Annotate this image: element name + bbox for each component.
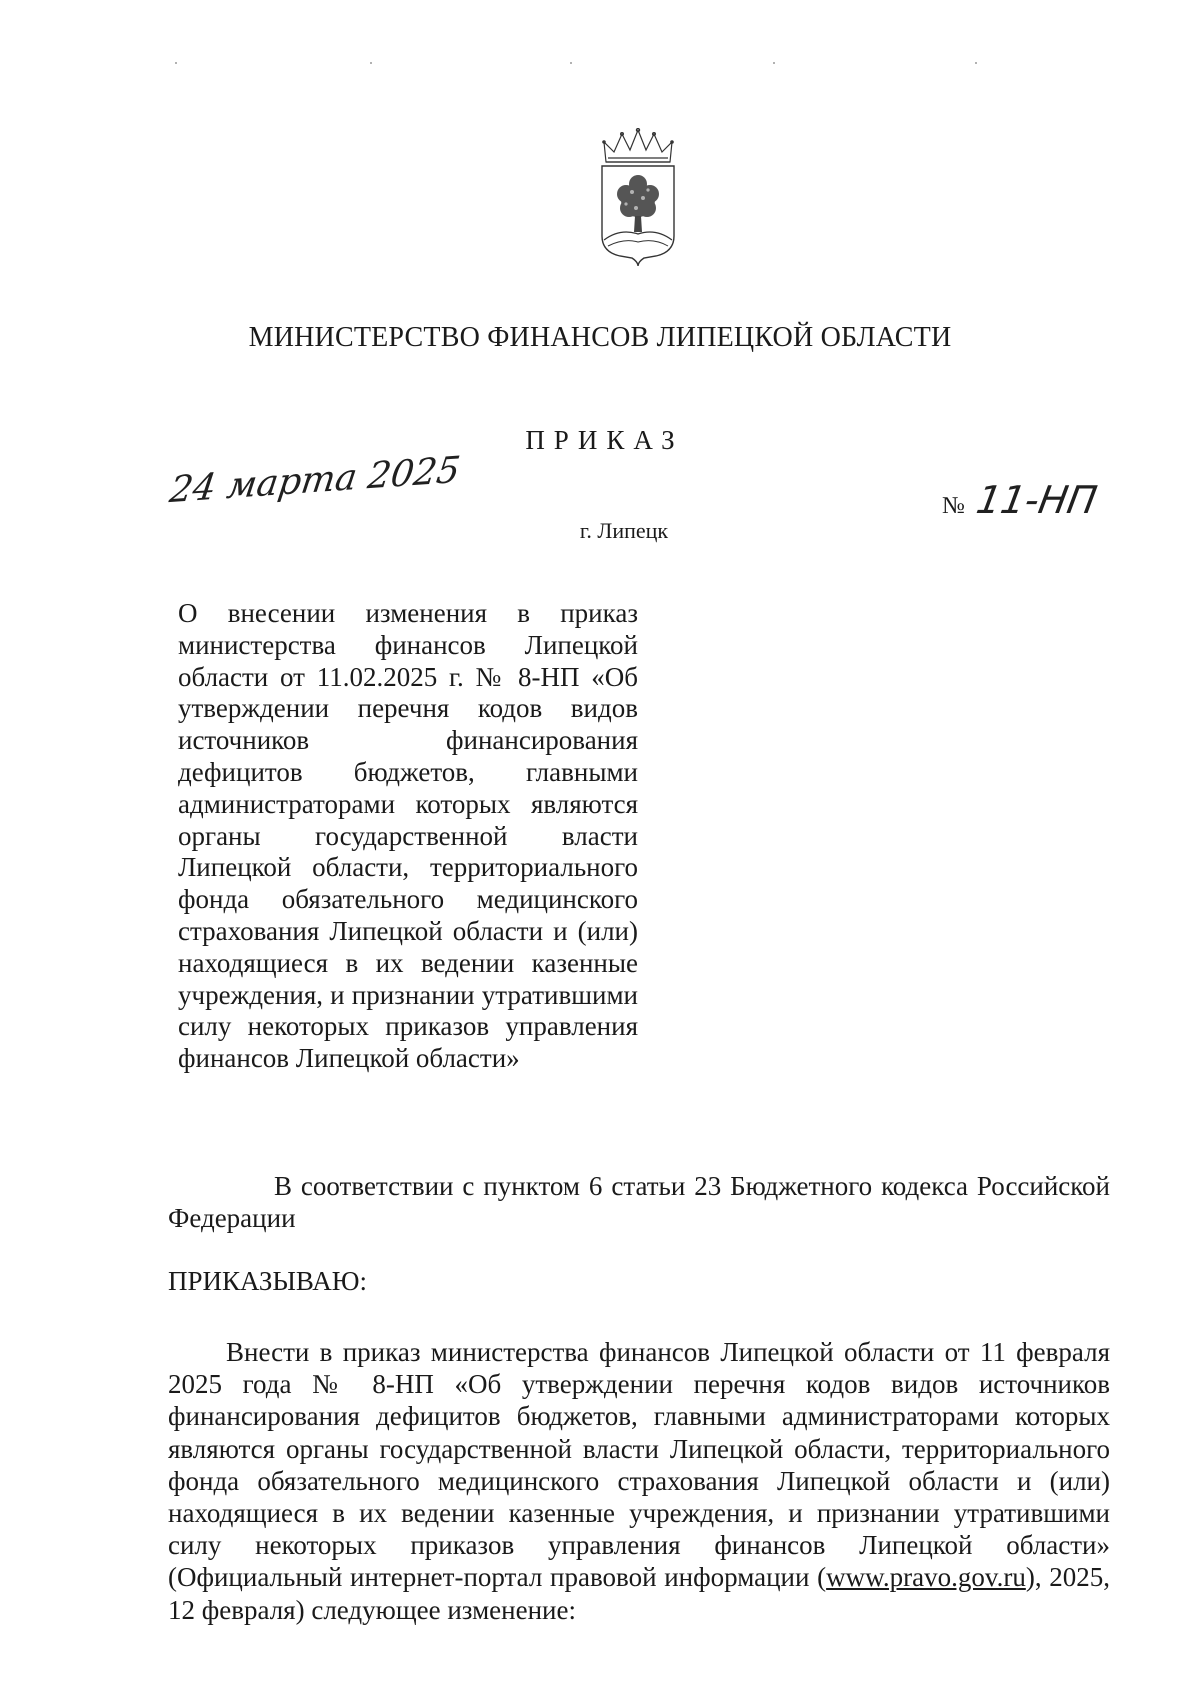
order-directive: ПРИКАЗЫВАЮ: — [168, 1266, 367, 1296]
handwritten-number: 11-НП — [973, 478, 1101, 522]
city-label: г. Липецк — [579, 518, 669, 543]
scan-artifact — [570, 62, 572, 64]
coat-of-arms-emblem — [598, 128, 678, 268]
scan-artifact — [370, 62, 372, 64]
order-body-paragraph — [168, 1336, 1110, 1626]
number-sign: № — [942, 493, 965, 519]
body-text-part1: Внести в приказ министерства финансов Липецкой области от 11 февраля 2025 года № 8-НП «Об утверждении перечня кодов видов источников финансирования дефицитов бюджетов, главными администраторами которых являются органы государственной власти Липецкой области, территориального фонда обязательного медицинского страхования Липецкой области и (или) находящиеся в их ведении казенные учреждения, и признании утратившими силу некоторых приказов управления финансов Липецкой области» (Официальный интернет-портал правовой информации ( — [168, 1337, 1110, 1593]
pravo-portal-link[interactable]: www.pravo.gov.ru — [826, 1562, 1026, 1593]
order-subject: О внесении изменения в приказ министерства финансов Липецкой области от 11.02.2025 г. № 8-НП «Об утверждении перечня кодов видов источников финансирования дефицитов бюджетов, главными администраторами которых являются органы государственной власти Липецкой области, территориального фонда обязательного медицинского страхования Липецкой области и (или) находящиеся в их ведении казенные учреждения, и признании утратившими силу некоторых приказов управления финансов Липецкой области» — [178, 598, 638, 1074]
scan-artifact — [975, 62, 977, 64]
handwritten-date: 24 марта 2025 — [167, 449, 463, 512]
legal-basis-paragraph: В соответствии с пунктом 6 статьи 23 Бюджетного кодекса Российской Федерации — [168, 1171, 1110, 1233]
scan-artifact — [175, 62, 177, 64]
scan-artifact — [773, 62, 775, 64]
document-type-title: ПРИКАЗ — [525, 425, 684, 455]
body-text-part2: ), 2025, 12 февраля) следующее изменение: — [168, 1562, 1110, 1625]
order-number — [942, 478, 1101, 522]
ministry-name: МИНИСТЕРСТВО ФИНАНСОВ ЛИПЕЦКОЙ ОБЛАСТИ — [248, 322, 952, 353]
